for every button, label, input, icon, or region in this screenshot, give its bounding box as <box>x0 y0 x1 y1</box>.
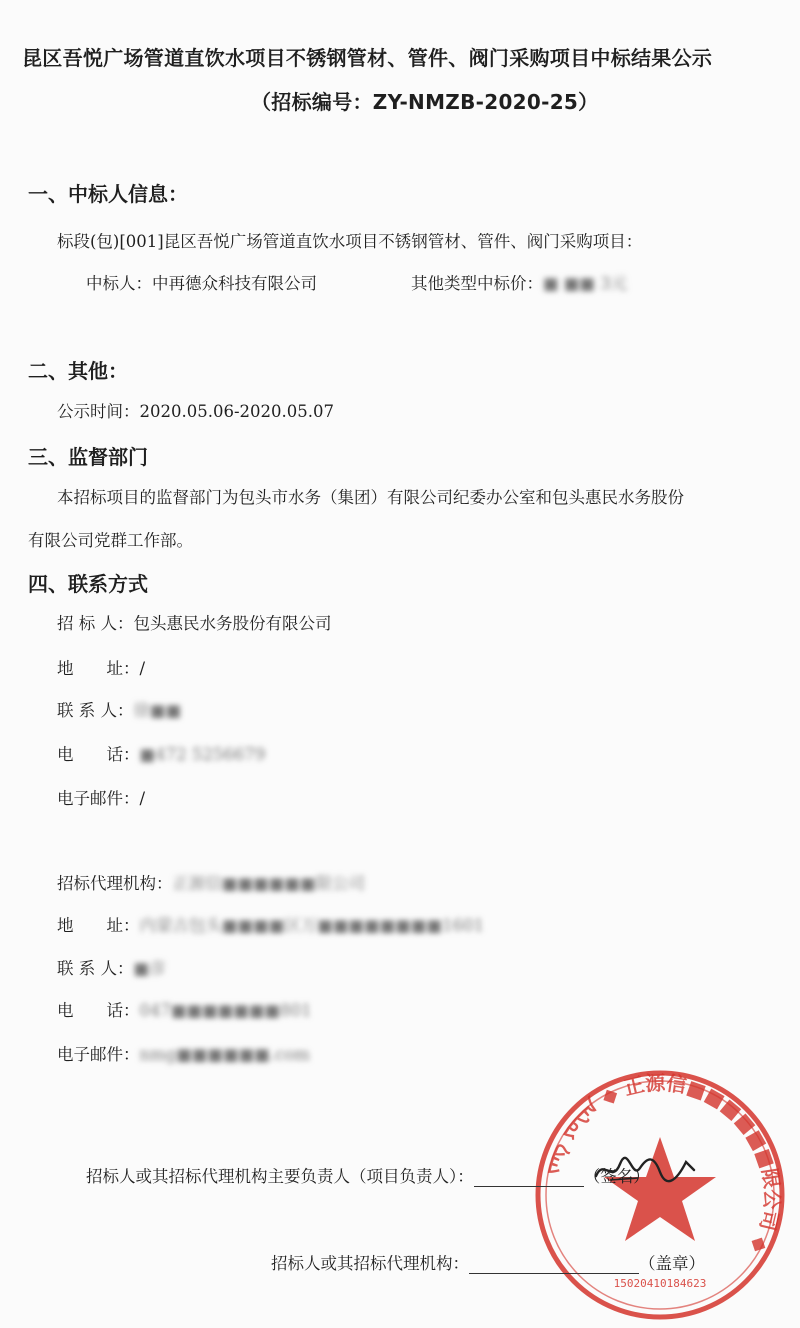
agency-phone-row <box>57 997 312 1021</box>
tenderer-address-value: / <box>139 659 146 678</box>
agency-address-label: 地 址： <box>57 916 140 935</box>
agency-contact-row <box>57 955 166 979</box>
seal-row <box>271 1250 705 1274</box>
agency-email-label: 电子邮件： <box>57 1045 140 1064</box>
tenderer-address-row <box>57 655 145 679</box>
seal-label: 招标人或其招标代理机构： <box>271 1254 469 1273</box>
signature-row <box>86 1163 650 1187</box>
publicity-time-value: 2020.05.06-2020.05.07 <box>139 402 335 421</box>
tenderer-email-value: / <box>139 789 146 808</box>
agency-phone-label: 电 话： <box>57 1001 140 1020</box>
tenderer-address-label: 地 址： <box>57 659 140 678</box>
price-label: 其他类型中标价： <box>411 274 543 293</box>
signature-label: 招标人或其招标代理机构主要负责人（项目负责人）： <box>86 1167 474 1186</box>
handwritten-signature <box>590 1150 700 1190</box>
tenderer-email-row <box>57 785 145 809</box>
tenderer-name-value: 包头惠民水务股份有限公司 <box>133 614 332 633</box>
stamp-number: 15020410184623 <box>613 1277 707 1290</box>
supervision-para-line1: 本招标项目的监督部门为包头市水务（集团）有限公司纪委办公室和包头惠民水务股份 <box>57 488 684 507</box>
agency-email-row <box>57 1041 310 1065</box>
section-4-heading: 四、联系方式 <box>28 572 148 596</box>
agency-email-value: nmg■■■■■■.com <box>139 1045 310 1064</box>
section-3-heading: 三、监督部门 <box>28 445 148 469</box>
winner-row <box>86 270 317 294</box>
agency-address-value: 内蒙古包头■■■■区万■■■■■■■■1601 <box>139 916 485 935</box>
section-2-heading: 二、其他： <box>28 359 128 383</box>
section-1-heading: 一、中标人信息： <box>28 182 188 206</box>
winner-value: 中再德众科技有限公司 <box>152 274 317 293</box>
svg-text:ᠵᠡᠩ ᠶᠤᠸᠠᠨ ◆ 正源信■■■■■■限公司 ◆: ᠵᠡᠩ ᠶᠤᠸᠠᠨ ◆ 正源信■■■■■■限公司 ◆ <box>538 1070 785 1258</box>
price-value: ■ ■■ 3元 <box>543 274 628 293</box>
document-title: 昆区吾悦广场管道直饮水项目不锈钢管材、管件、阀门采购项目中标结果公示 <box>22 46 713 70</box>
publicity-time-label: 公示时间： <box>57 402 140 421</box>
tenderer-name-row <box>57 610 332 634</box>
publicity-time-row <box>57 398 334 422</box>
agency-address-row <box>57 912 484 936</box>
agency-contact-value: ■彦 <box>133 959 166 978</box>
official-seal-stamp <box>530 1065 790 1325</box>
tenderer-name-label: 招 标 人： <box>57 614 134 633</box>
lot-line: 标段(包)[001]昆区吾悦广场管道直饮水项目不锈钢管材、管件、阀门采购项目： <box>57 232 643 251</box>
agency-phone-value: 047■■■■■■■801 <box>139 1001 312 1020</box>
winner-label: 中标人： <box>86 274 152 293</box>
tenderer-phone-row <box>57 741 265 765</box>
agency-name-label: 招标代理机构： <box>57 874 173 893</box>
agency-name-value: 正源信■■■■■■限公司 <box>172 874 366 893</box>
tenderer-phone-label: 电 话： <box>57 745 140 764</box>
supervision-para-line2: 有限公司党群工作部。 <box>28 531 193 550</box>
agency-name-row <box>57 870 365 894</box>
signature-blank <box>474 1168 584 1187</box>
tenderer-phone-value: ■472 5256679 <box>139 745 266 764</box>
agency-contact-label: 联 系 人： <box>57 959 134 978</box>
signature-suffix: （签名） <box>583 1167 650 1186</box>
tenderer-email-label: 电子邮件： <box>57 789 140 808</box>
seal-suffix: （盖章） <box>639 1254 705 1273</box>
tenderer-contact-row <box>57 697 181 721</box>
tenderer-contact-label: 联 系 人： <box>57 701 134 720</box>
tender-number: （招标编号：ZY-NMZB-2020-25） <box>251 90 599 114</box>
seal-blank <box>469 1255 639 1274</box>
tenderer-contact-value: 徐■■ <box>133 701 182 720</box>
price-row <box>411 270 627 294</box>
